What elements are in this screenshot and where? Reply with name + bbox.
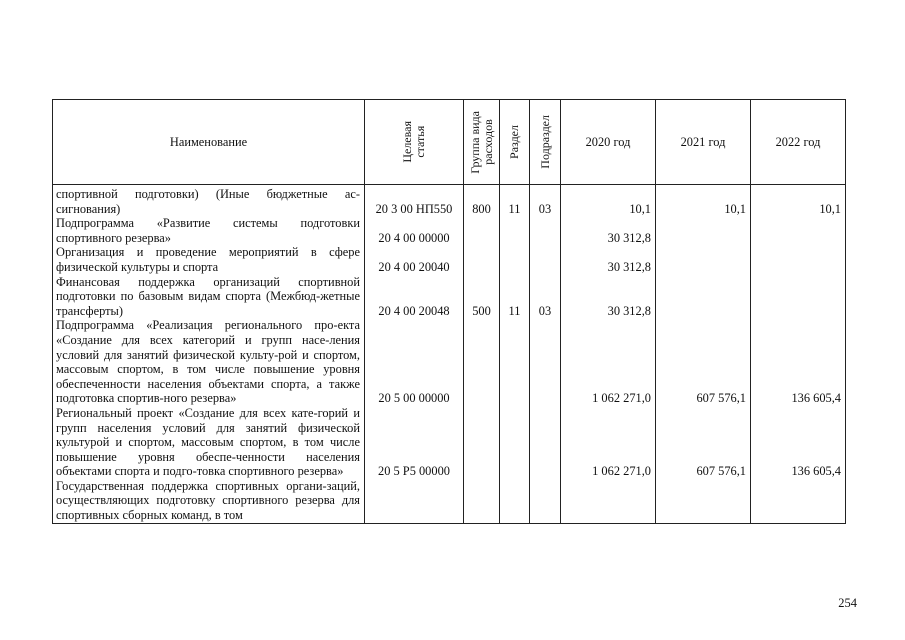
row-section — [500, 245, 530, 274]
row-2021 — [656, 216, 751, 245]
budget-table — [52, 99, 846, 524]
row-code: 20 4 00 20048 — [365, 275, 464, 319]
row-name: спортивной подготовки) (Иные бюджетные ас-сигнования) — [53, 185, 365, 217]
row-2020: 30 312,8 — [561, 275, 656, 319]
row-2020: 1 062 271,0 — [561, 406, 656, 479]
header-expense-group: Группа вида расходов — [464, 100, 500, 185]
row-group — [464, 216, 500, 245]
row-code: 20 4 00 20040 — [365, 245, 464, 274]
table-row — [53, 216, 846, 245]
row-section: 11 — [500, 275, 530, 319]
row-2020: 30 312,8 — [561, 245, 656, 274]
table-row — [53, 245, 846, 274]
row-group — [464, 245, 500, 274]
row-name: Организация и проведение мероприятий в сфере физической культуры и спорта — [53, 245, 365, 274]
row-2022 — [751, 479, 846, 523]
header-target-article: Целевая статья — [365, 100, 464, 185]
row-2021: 607 576,1 — [656, 318, 751, 406]
row-2022: 10,1 — [751, 185, 846, 217]
row-subsection — [530, 318, 561, 406]
table-row — [53, 275, 846, 319]
row-subsection — [530, 245, 561, 274]
row-2022 — [751, 216, 846, 245]
row-code: 20 5 00 00000 — [365, 318, 464, 406]
table-row — [53, 318, 846, 406]
row-subsection — [530, 406, 561, 479]
row-code — [365, 479, 464, 523]
row-2021 — [656, 479, 751, 523]
header-2020: 2020 год — [561, 100, 656, 185]
row-section — [500, 216, 530, 245]
row-code: 20 3 00 НП550 — [365, 185, 464, 217]
row-subsection: 03 — [530, 185, 561, 217]
row-2021: 607 576,1 — [656, 406, 751, 479]
header-2021: 2021 год — [656, 100, 751, 185]
header-section: Раздел — [500, 100, 530, 185]
row-group — [464, 479, 500, 523]
row-section — [500, 479, 530, 523]
row-subsection — [530, 479, 561, 523]
row-name: Подпрограмма «Реализация регионального про-екта «Создание для всех категорий и групп насе-ления условий для занятий физической культу-рой и спортом, массовым спортом, в том числе повышение уровня обеспеченности населения объектами спорта, а также подготовка спортив-ного резерва» — [53, 318, 365, 406]
row-group: 500 — [464, 275, 500, 319]
row-2020: 10,1 — [561, 185, 656, 217]
row-subsection — [530, 216, 561, 245]
header-2022: 2022 год — [751, 100, 846, 185]
table-row — [53, 185, 846, 217]
header-subsection: Подраздел — [530, 100, 561, 185]
row-name: Финансовая поддержка организаций спортивной подготовки по базовым видам спорта (Межбюд-жетные трансферты) — [53, 275, 365, 319]
row-2020 — [561, 479, 656, 523]
table-row — [53, 479, 846, 523]
table-row — [53, 406, 846, 479]
row-code: 20 4 00 00000 — [365, 216, 464, 245]
row-section: 11 — [500, 185, 530, 217]
header-row — [53, 100, 846, 185]
row-name: Региональный проект «Создание для всех кате-горий и групп населения условий для занятий физической культурой и спортом, массовым спортом, в том числе повышение уровня обеспе-ченности населения объектами спорта и подго-товка спортивного резерва» — [53, 406, 365, 479]
row-2022: 136 605,4 — [751, 318, 846, 406]
row-2021 — [656, 275, 751, 319]
row-group: 800 — [464, 185, 500, 217]
row-2020: 30 312,8 — [561, 216, 656, 245]
row-section — [500, 318, 530, 406]
row-subsection: 03 — [530, 275, 561, 319]
row-group — [464, 318, 500, 406]
row-2022 — [751, 275, 846, 319]
row-2021 — [656, 245, 751, 274]
row-name: Государственная поддержка спортивных органи-заций, осуществляющих подготовку спортивного резерва для спортивных сборных команд, в том — [53, 479, 365, 523]
page-number: 254 — [838, 596, 857, 610]
header-name: Наименование — [53, 100, 365, 185]
row-2022 — [751, 245, 846, 274]
row-section — [500, 406, 530, 479]
row-2022: 136 605,4 — [751, 406, 846, 479]
row-2020: 1 062 271,0 — [561, 318, 656, 406]
row-code: 20 5 P5 00000 — [365, 406, 464, 479]
row-name: Подпрограмма «Развитие системы подготовки спортивного резерва» — [53, 216, 365, 245]
row-group — [464, 406, 500, 479]
row-2021: 10,1 — [656, 185, 751, 217]
